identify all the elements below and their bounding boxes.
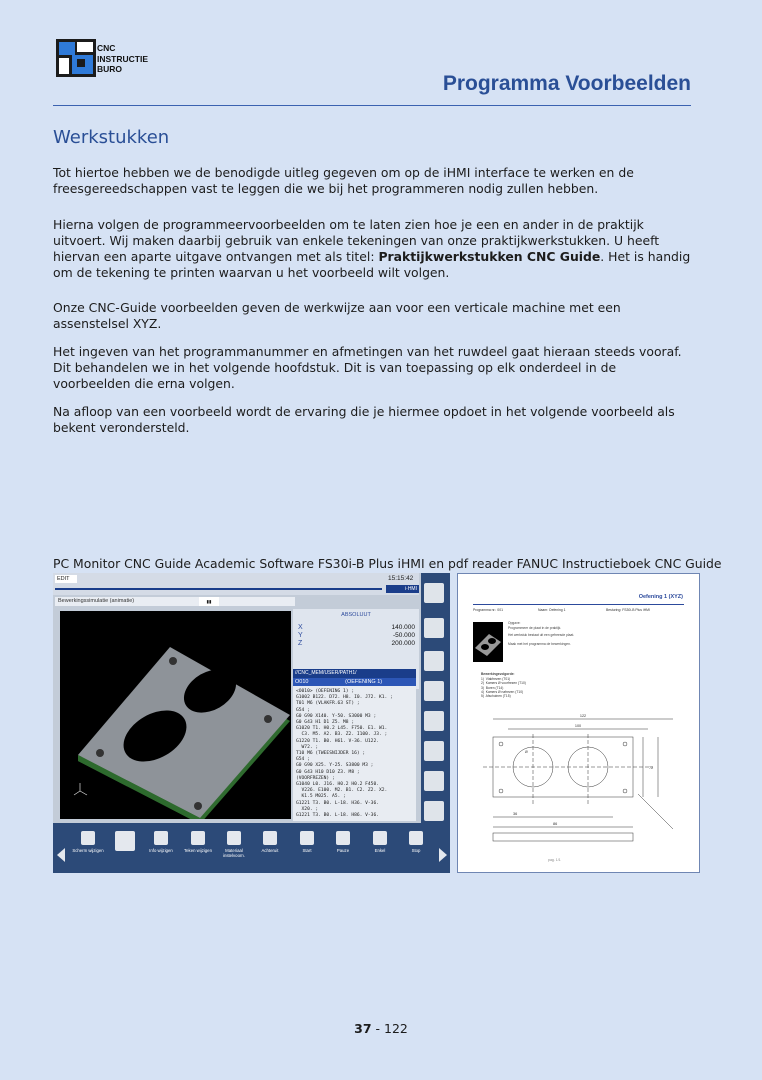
paragraph-4: Het ingeven van het programmanummer en afmetingen van het ruwdeel gaat hieraan steeds vooraf. Dit behandelen we in het volgende hoofdstuk. Dit is van toepassing op elk onderdeel in de voorbeelden die erna volgen.: [53, 344, 682, 391]
softkey-prev-arrow[interactable]: [57, 848, 65, 862]
figure-caption: PC Monitor CNC Guide Academic Software FS30i-B Plus iHMI en pdf reader FANUC Instructieboek CNC Guide: [53, 556, 722, 571]
axis-z-label: Z: [298, 640, 303, 647]
pdf-intro-3: Maak met het programma de bewerkingen.: [508, 642, 571, 646]
axis-y-value: -50.000: [392, 632, 415, 639]
paragraph-5: Na afloop van een voorbeeld wordt de ervaring die je hiermee opdoet in het volgende voorbeeld als bekent verondersteld.: [53, 404, 675, 435]
dim-36: 36: [513, 812, 518, 816]
machine-button[interactable]: [424, 711, 444, 731]
softkey-2[interactable]: [108, 831, 142, 854]
clock: 15:15:42: [388, 575, 414, 582]
pdf-preview: [457, 573, 700, 873]
cnc-status-bar: [53, 573, 419, 595]
pdf-steps-title: Bewerkingsvolgorde:: [481, 672, 515, 676]
pdf-steps: 1) Vlakfrezen (T01) 2) Kamers Ø voorfrezen (T10) 3) Boren (T14) 4) Kamers Ø nafrezen (T10) 5) Afschuinen (T15): [481, 677, 526, 699]
dim-122: 122: [579, 714, 587, 718]
progress-line: [55, 588, 382, 590]
section-title: Werkstukken: [53, 127, 170, 148]
softkey-3[interactable]: Info wijzigen: [144, 831, 178, 853]
simulation-label: Bewerkingssimulatie (animatie): [55, 597, 295, 606]
blank-button[interactable]: [424, 801, 444, 821]
tool-offset-button[interactable]: [424, 618, 444, 638]
dim-72: 72: [649, 766, 654, 770]
softkey-8[interactable]: Pauze: [326, 831, 360, 853]
mode-indicator: EDIT: [55, 575, 77, 583]
softkey-10[interactable]: Stop: [399, 831, 433, 853]
page-separator: -: [375, 1021, 381, 1036]
pdf-intro-2: Het werkstuk bestaat uit een gefreesde plaat.: [508, 633, 575, 637]
paragraph-3: Onze CNC-Guide voorbeelden geven de werkwijze aan voor een verticale machine met een assenstelsel XYZ.: [53, 300, 621, 331]
softkey-bar: [53, 823, 450, 873]
single-block-icon: [373, 831, 387, 845]
tools-button[interactable]: [424, 771, 444, 791]
page-footer: [0, 1021, 762, 1036]
book-title: Praktijkwerkstukken CNC Guide: [378, 249, 601, 264]
total-pages: 122: [384, 1021, 408, 1036]
pdf-meta-program: Programma nr.: 001: [473, 608, 503, 612]
edit-button[interactable]: [424, 681, 444, 701]
rewind-icon: [263, 831, 277, 845]
axis-y-label: Y: [298, 632, 303, 639]
pdf-title: Oefening 1 (XYZ): [638, 594, 683, 600]
blank-key-icon: [115, 831, 135, 851]
screen-icon: [81, 831, 95, 845]
info-icon: [154, 831, 168, 845]
softkey-1[interactable]: Scherm wijzigen: [71, 831, 105, 853]
workpiece-button[interactable]: [424, 651, 444, 671]
dim-diameter: Ø: [525, 750, 528, 754]
start-icon: [300, 831, 314, 845]
simulation-control[interactable]: ▮▮: [199, 597, 219, 606]
logo-mark: [56, 39, 96, 77]
softkey-5[interactable]: Materiaal instelvoorn.: [217, 831, 251, 858]
pdf-workpiece-image: [473, 622, 503, 662]
dim-86: 86: [553, 822, 558, 826]
header-divider: [53, 105, 691, 106]
axis-x-value: 140.000: [391, 624, 415, 631]
draw-icon: [191, 831, 205, 845]
page-title: Programma Voorbeelden: [442, 72, 691, 95]
softkey-4[interactable]: Teken wijzigen: [181, 831, 215, 853]
softkey-7[interactable]: Start: [290, 831, 324, 853]
axis-x-label: X: [298, 624, 303, 631]
paragraph-2: Hierna volgen de programmeervoorbeelden om te laten zien hoe je een en ander in de praktijk uitvoert. Wij maken daarbij gebruik van enkele tekeningen van onze praktijkwerkstukken. U heeft hiervan een aparte uitgave ontvangen met als titel: Praktijkwerkstukken CNC Guide. Het is handig om de tekening te printen waarvan u het voorbeeld wilt volgen.: [53, 217, 691, 280]
ihmi-badge: i·HMI: [386, 585, 419, 593]
program-header: O010 (OEFENING 1): [293, 678, 416, 686]
workpiece-render: [60, 611, 291, 819]
program-lines: <O010> (OEFENING 1) ; G1002 B122. D72. H8. I0. J72. K1. ; T01 M6 (VLAKFR.63 ST) ; G54 ; G0 G90 X140. Y-50. S3000 M3 ; G0 G43 H1 D1 Z5. M8 ; G1020 T1. H0.2 L45. F750. E1. W1. C3. M5. A2. B3. Z2. I100. J3. ; G1220 T1. B0. H61. V-36. U122. W72. ; T10 M6 (TWEESNIJDER 16) ; G54 ; G0 G90 X25. Y-25. S3800 M3 ; G0 G43 H10 D10 Z3. M8 ; (VOORFREZEN) ; G1040 L0. J16. H0.2 H0.2 F450. V226. E100. M2. B1. C2. Z2. X2. K1.5 M025. A5. ; G1221 T3. B0. L-18. H36. V-36. X20. ; G1221 T3. B0. L-18. H86. V-36.: [296, 689, 393, 819]
stop-icon: [409, 831, 423, 845]
pdf-intro-title: Opgave:: [508, 621, 521, 625]
cnc-side-toolbar: [421, 573, 450, 823]
position-title: ABSOLUUT: [341, 612, 371, 618]
pdf-meta-name: Naam: Oefening 1: [538, 608, 566, 612]
paragraph-1: Tot hiertoe hebben we de benodigde uitleg gegeven om op de iHMI interface te werken en de freesgereedschappen vast te leggen die we bij het programmeren nodig zullen hebben.: [53, 165, 634, 196]
current-page: 37: [354, 1021, 372, 1036]
program-editor[interactable]: [293, 669, 416, 821]
softkey-6[interactable]: Achteruit: [253, 831, 287, 853]
pdf-meta-control: Besturing: FS30i-B Plus iHMI: [606, 608, 650, 612]
softkey-next-arrow[interactable]: [439, 848, 447, 862]
pdf-page-number: pag. 1/1: [548, 858, 561, 862]
list-button[interactable]: [424, 741, 444, 761]
info-button[interactable]: [424, 583, 444, 603]
material-icon: [227, 831, 241, 845]
pause-icon: [336, 831, 350, 845]
program-path: //CNC_MEM/USER/PATH1/: [293, 669, 416, 678]
pdf-divider: [473, 604, 684, 605]
axis-z-value: 200.000: [391, 640, 415, 647]
pdf-technical-drawing: [473, 709, 683, 849]
simulation-viewport[interactable]: [60, 611, 291, 819]
logo-text: CNC INSTRUCTIE BURO: [97, 43, 148, 74]
cnc-guide-screenshot: [53, 573, 450, 873]
softkey-9[interactable]: Enkel: [363, 831, 397, 853]
dim-100: 100: [574, 724, 582, 728]
pdf-intro-1: Programmeer de plaat in de praktijk.: [508, 626, 562, 630]
